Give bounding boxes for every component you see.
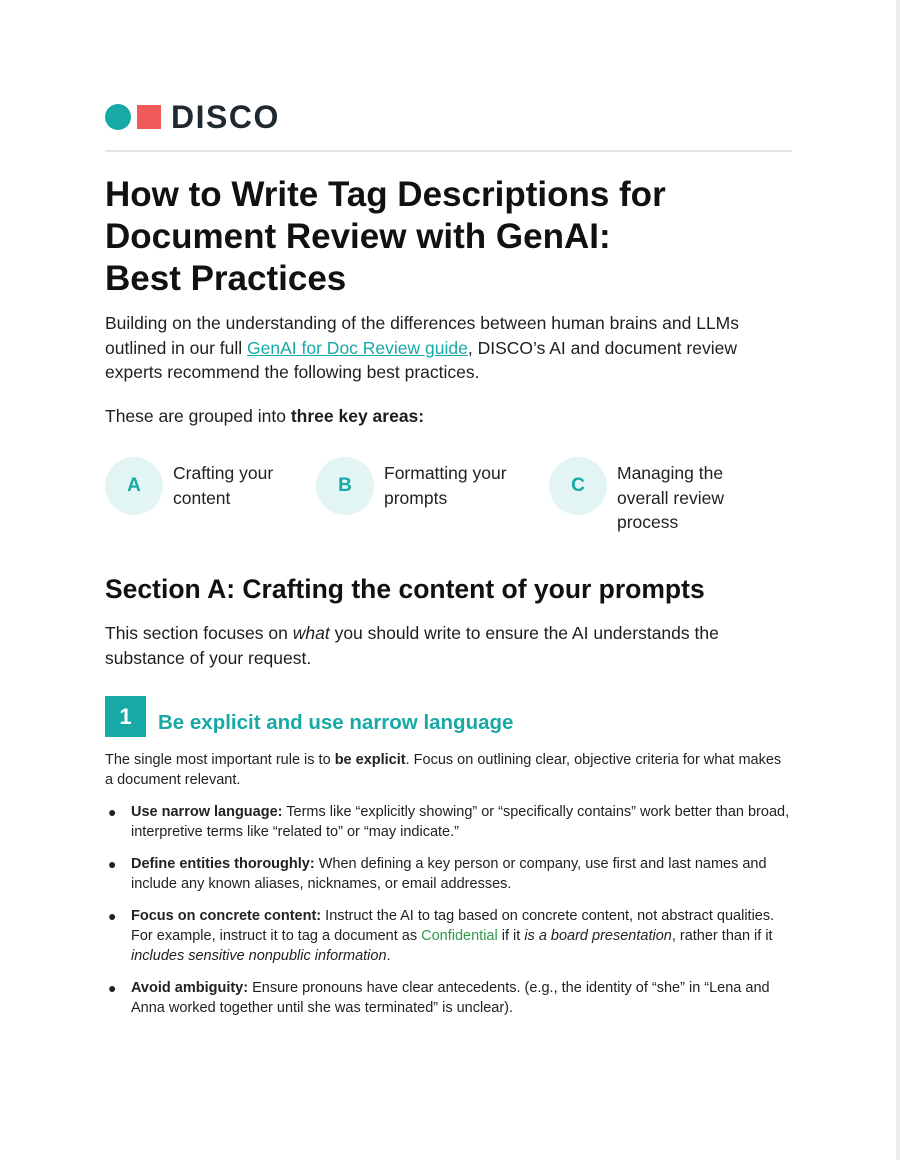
page-edge: [896, 0, 900, 1160]
practice-body-start: The single most important rule is to: [105, 752, 335, 768]
section-intro-end: you should write to ensure the AI understands the substance of your request.: [105, 623, 719, 668]
bullet-text: Terms like “explicitly showing” or “specifically contains” work better than broad, interpretive terms like “related to” or “may indicate.”: [131, 804, 790, 840]
areas-intro: [105, 404, 424, 428]
area-c-badge: C: [549, 457, 607, 515]
bullet-text: .: [386, 948, 391, 964]
area-b: [316, 457, 541, 515]
disco-logo: [105, 100, 280, 134]
bullet-text: Instruct the AI to tag based on concrete content, not abstract qualities. For example, instruct it to tag a document as: [131, 908, 775, 944]
bullet-icon: ●: [108, 980, 117, 996]
area-c: [549, 457, 792, 535]
bullet-text: When defining a key person or company, use first and last names and include any known aliases, nicknames, or email addresses.: [131, 856, 767, 892]
intro-text-start: Building on the understanding of the differences between human brains and LLMs outlined in our full: [105, 313, 739, 358]
section-intro-start: This section focuses on: [105, 623, 293, 643]
section-intro-italic: what: [292, 623, 330, 643]
bullet-italic: includes sensitive nonpublic information: [131, 948, 387, 964]
list-item: [105, 802, 792, 842]
practice-number-badge: 1: [105, 696, 146, 737]
title-line-3: Best Practices: [105, 259, 347, 298]
bullet-heading: Define entities thoroughly:: [131, 856, 315, 872]
title-line-2: Document Review with GenAI:: [105, 217, 611, 256]
bullet-italic: is a board presentation: [524, 928, 672, 944]
area-c-label: Managing the overall review process: [617, 463, 724, 532]
bullet-icon: ●: [108, 804, 117, 820]
areas-intro-bold: three key areas:: [290, 406, 425, 426]
intro-text-end: , DISCO’s AI and document review experts recommend the following best practices.: [105, 337, 737, 382]
guide-link[interactable]: GenAI for Doc Review guide: [247, 337, 468, 358]
practice-body-bold: be explicit: [334, 752, 406, 768]
list-item: [105, 854, 792, 894]
confidential-tag-name: Confidential: [421, 928, 498, 944]
area-b-label: Formatting your prompts: [384, 463, 507, 508]
area-a: [105, 457, 305, 515]
bullet-icon: ●: [108, 856, 117, 872]
area-b-badge: B: [316, 457, 374, 515]
bullet-text: if it: [497, 928, 525, 944]
page-title: [105, 174, 792, 300]
areas-intro-text: These are grouped into: [105, 406, 291, 426]
area-a-badge: A: [105, 457, 163, 515]
bullet-text: Ensure pronouns have clear antecedents. (e.g., the identity of “she” in “Lena and Anna worked together until she was terminated” is unclear).: [131, 980, 770, 1016]
intro-paragraph: [105, 311, 792, 385]
bullet-heading: Use narrow language:: [131, 804, 283, 820]
section-title: Section A: Crafting the content of your prompts: [105, 574, 705, 604]
practice-bullet-list: [105, 802, 792, 1030]
list-item: [105, 978, 792, 1018]
logo-circle-icon: [105, 104, 131, 130]
practice-title: Be explicit and use narrow language: [158, 711, 514, 734]
section-intro: [105, 621, 792, 670]
logo-text: DISCO: [171, 99, 280, 135]
practice-body: [105, 750, 792, 790]
bullet-heading: Avoid ambiguity:: [131, 980, 249, 996]
title-line-1: How to Write Tag Descriptions for: [105, 175, 666, 214]
area-a-label: Crafting your content: [173, 463, 274, 508]
bullet-text: , rather than if it: [671, 928, 773, 944]
header-divider: [105, 150, 792, 152]
logo-square-icon: [137, 105, 161, 129]
bullet-heading: Focus on concrete content:: [131, 908, 322, 924]
list-item: [105, 906, 792, 966]
practice-body-end: . Focus on outlining clear, objective criteria for what makes a document relevant.: [105, 752, 782, 788]
bullet-icon: ●: [108, 908, 117, 924]
